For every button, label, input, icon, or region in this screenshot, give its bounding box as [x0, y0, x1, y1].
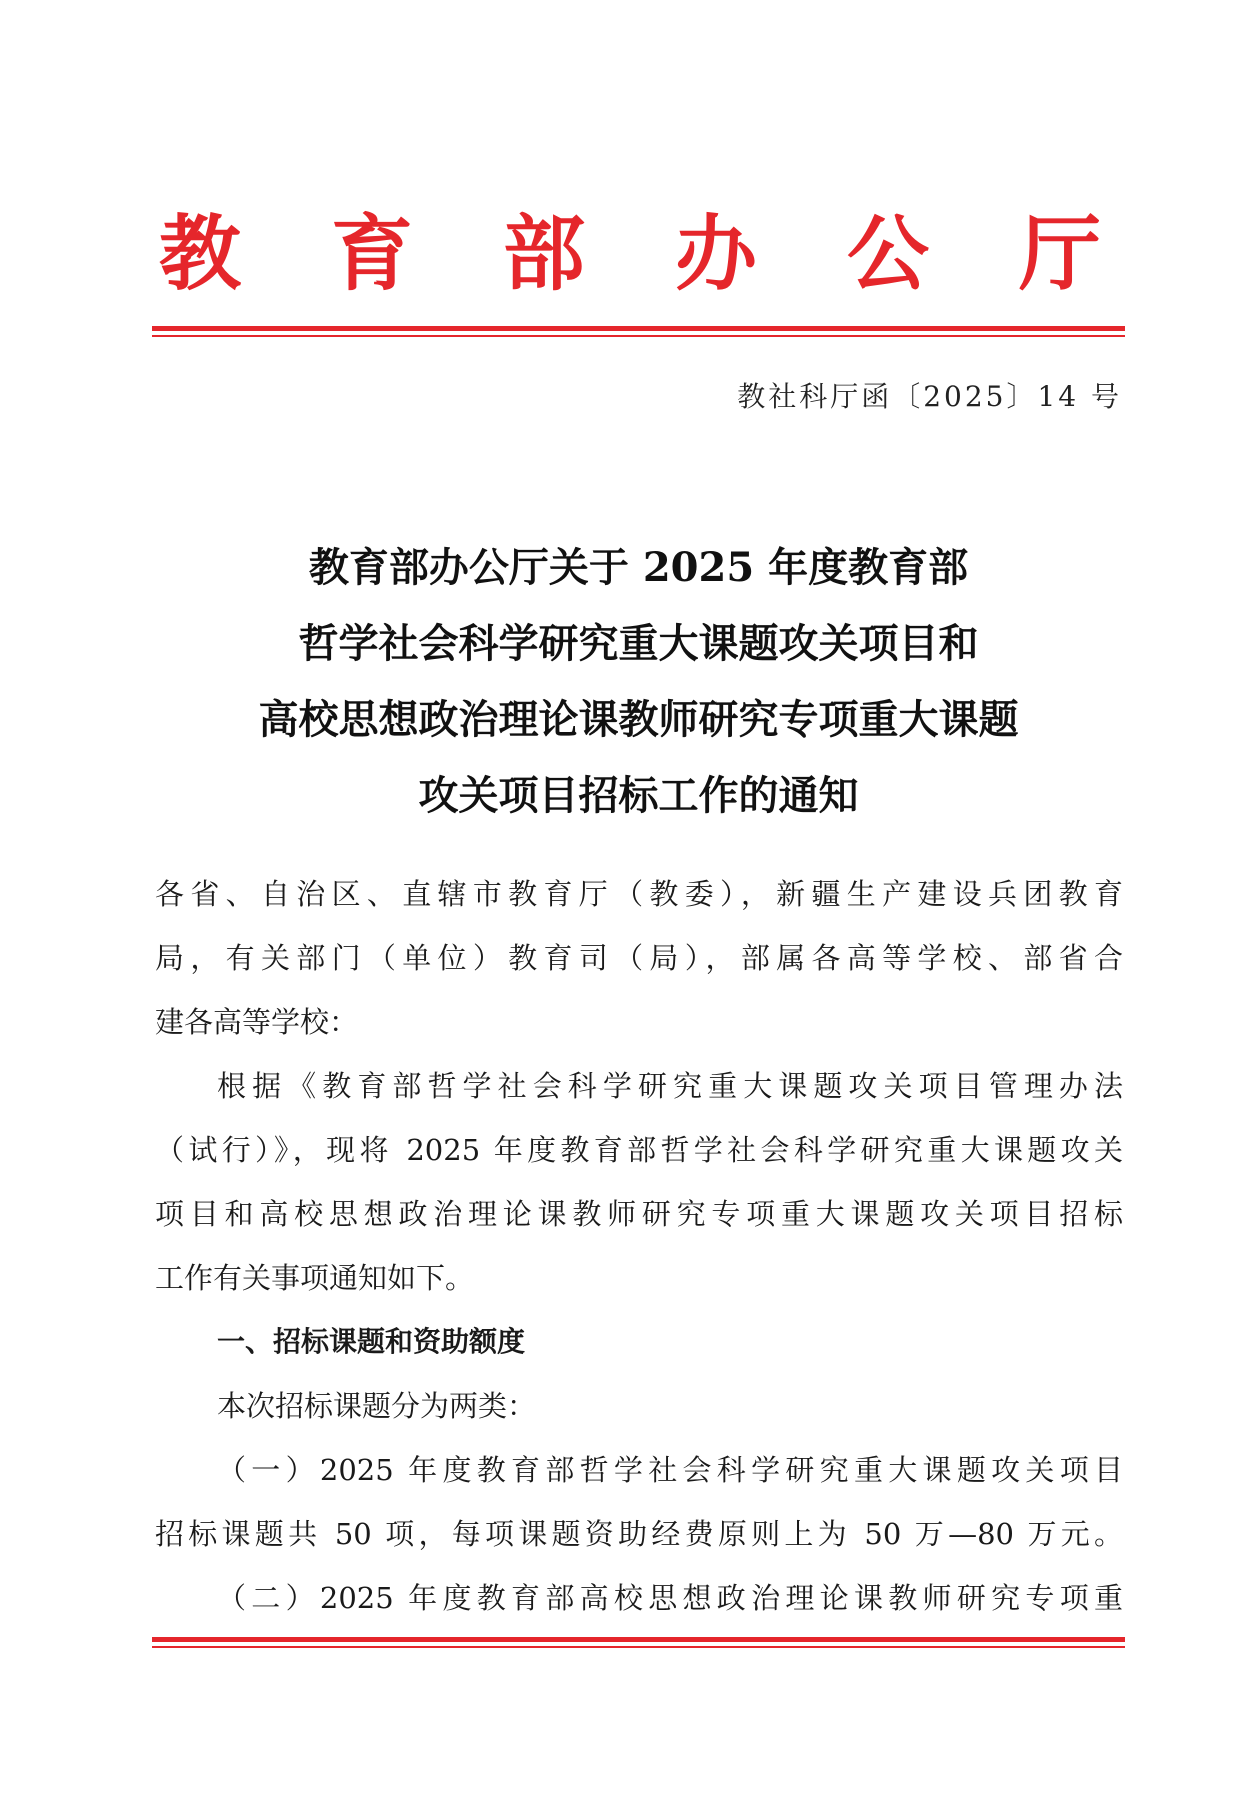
- section-intro: 本次招标课题分为两类：: [217, 1389, 537, 1423]
- item-line: （二）2025 年度教育部高校思想政治理论课教师研究专项重: [217, 1581, 1123, 1615]
- intro-line: （试行）》，现将 2025 年度教育部哲学社会科学研究重大课题攻关: [155, 1133, 1123, 1167]
- title-line: 教育部办公厅关于 2025 年度教育部: [308, 544, 969, 591]
- item-line: （一）2025 年度教育部哲学社会科学研究重大课题攻关项目: [217, 1453, 1123, 1487]
- header-char: 办: [674, 207, 757, 302]
- section-heading: 一、招标课题和资助额度: [217, 1325, 526, 1358]
- intro-line: 项目和高校思想政治理论课教师研究专项重大课题攻关项目招标: [155, 1197, 1123, 1231]
- intro-line: 根据《教育部哲学社会科学研究重大课题攻关项目管理办法: [217, 1069, 1123, 1103]
- addressee-line: 各省、自治区、直辖市教育厅（教委），新疆生产建设兵团教育: [155, 877, 1123, 911]
- header-rule-thin: [152, 335, 1125, 337]
- addressee-line: 建各高等学校：: [155, 1005, 359, 1039]
- addressee-line: 局，有关部门（单位）教育司（局），部属各高等学校、部省合: [155, 941, 1123, 975]
- document-title: [152, 530, 1125, 834]
- document-number: 教社科厅函〔2025〕14 号: [737, 380, 1122, 413]
- header-char: 部: [502, 207, 585, 302]
- title-line: 哲学社会科学研究重大课题攻关项目和: [298, 620, 979, 667]
- header-char: 公: [846, 207, 929, 302]
- footer-rule-thin: [152, 1646, 1125, 1648]
- title-line: 攻关项目招标工作的通知: [418, 772, 859, 819]
- header-rule-thick: [152, 326, 1125, 331]
- header-char: 育: [330, 207, 413, 302]
- footer-rule-thick: [152, 1637, 1125, 1642]
- issuing-office-header: [150, 205, 1110, 305]
- header-char: 教: [158, 207, 241, 302]
- header-char: 厅: [1018, 207, 1101, 302]
- document-body: [155, 862, 1123, 1630]
- item-line: 招标课题共 50 项，每项课题资助经费原则上为 50 万—80 万元。: [155, 1517, 1123, 1551]
- title-line: 高校思想政治理论课教师研究专项重大课题: [258, 696, 1019, 743]
- intro-line: 工作有关事项通知如下。: [155, 1261, 475, 1295]
